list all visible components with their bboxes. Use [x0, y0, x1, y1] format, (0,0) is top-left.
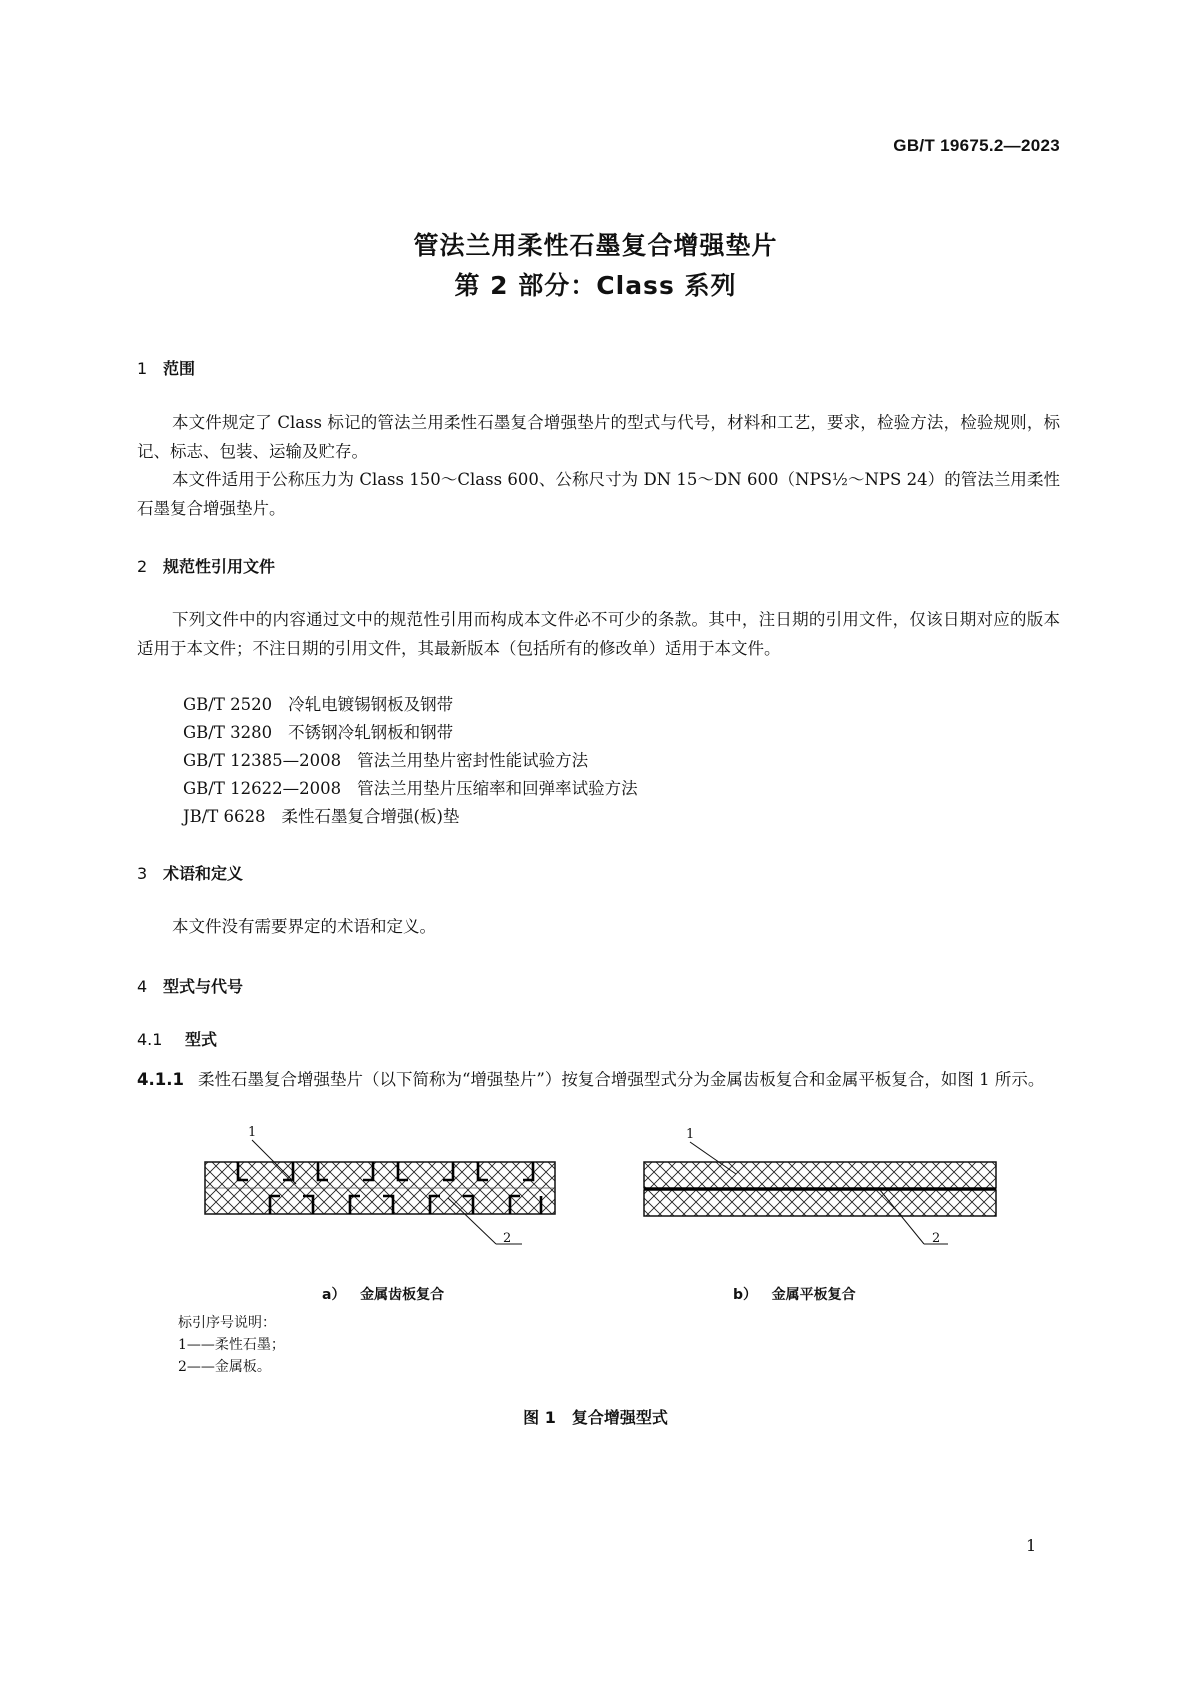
section-1-title: 范围 — [163, 359, 196, 378]
standard-number: GB/T 19675.2—2023 — [893, 136, 1060, 155]
reference-item — [183, 775, 638, 799]
clause-4-1-1 — [137, 1066, 1060, 1095]
reference-code: GB/T 12622—2008 — [183, 779, 342, 798]
reference-name: 冷轧电镀锡钢板及钢带 — [288, 695, 454, 714]
section-2-title: 规范性引用文件 — [163, 557, 276, 576]
figure-b-graphite-layer-top — [644, 1162, 996, 1188]
figure-key — [178, 1312, 285, 1378]
reference-name: 管法兰用垫片压缩率和回弹率试验方法 — [357, 779, 638, 798]
section-4-1-heading — [137, 1027, 217, 1050]
figure-a-caption — [322, 1284, 444, 1304]
reference-item — [183, 719, 453, 743]
reference-code: JB/T 6628 — [183, 807, 266, 826]
section-1-paragraph-1: 本文件规定了 Class 标记的管法兰用柔性石墨复合增强垫片的型式与代号，材料和工艺，要求，检验方法，检验规则，标记、标志、包装、运输及贮存。 — [137, 413, 1060, 461]
figure-b-label: b） — [733, 1287, 758, 1303]
reference-name: 不锈钢冷轧钢板和钢带 — [288, 723, 454, 742]
figure-b-callout-2: 2 — [932, 1231, 941, 1246]
section-2-paragraph-1: 下列文件中的内容通过文中的规范性引用而构成本文件必不可少的条款。其中，注日期的引用文件，仅该日期对应的版本适用于本文件；不注日期的引用文件，其最新版本（包括所有的修改单）适用于本文件。 — [137, 610, 1060, 658]
figure-key-title: 标引序号说明： — [178, 1315, 276, 1331]
clause-4-1-1-number: 4.1.1 — [137, 1070, 184, 1089]
section-1-heading — [137, 356, 195, 379]
reference-code: GB/T 3280 — [183, 723, 273, 742]
section-1-paragraph-2: 本文件适用于公称压力为 Class 150～Class 600、公称尺寸为 DN 15～DN 600（NPS½～NPS 24）的管法兰用柔性石墨复合增强垫片。 — [137, 470, 1060, 518]
document-title: 管法兰用柔性石墨复合增强垫片 — [413, 231, 778, 260]
figure-a-drawing — [205, 1125, 555, 1246]
section-1-number: 1 — [137, 359, 148, 378]
section-3-paragraph-1: 本文件没有需要界定的术语和定义。 — [172, 917, 436, 936]
reference-item — [183, 747, 588, 771]
section-2-number: 2 — [137, 557, 148, 576]
reference-item — [183, 691, 453, 715]
reference-name: 柔性石墨复合增强(板)垫 — [281, 807, 460, 826]
section-3-heading — [137, 861, 243, 884]
figure-b-caption — [733, 1284, 856, 1304]
reference-item — [183, 803, 459, 827]
figure-key-item: 1——柔性石墨； — [178, 1337, 285, 1353]
section-4-number: 4 — [137, 977, 148, 996]
figure-a-label: a） — [322, 1287, 346, 1303]
figure-a-caption-text: 金属齿板复合 — [360, 1287, 445, 1303]
figure-key-item: 2——金属板。 — [178, 1359, 271, 1375]
page-number: 1 — [1026, 1536, 1037, 1555]
section-2-heading — [137, 554, 275, 577]
figure-b-drawing — [644, 1127, 996, 1246]
reference-name: 管法兰用垫片密封性能试验方法 — [357, 751, 589, 770]
document-subtitle: 第 2 部分：Class 系列 — [454, 271, 737, 300]
figure-b-caption-text: 金属平板复合 — [771, 1287, 856, 1303]
figure-b-graphite-layer-bottom — [644, 1190, 996, 1216]
figure-1-caption: 图 1 复合增强型式 — [523, 1408, 668, 1427]
section-4-heading — [137, 974, 243, 997]
clause-4-1-1-text: 柔性石墨复合增强垫片（以下简称为“增强垫片”）按复合增强型式分为金属齿板复合和金属平板复合，如图 1 所示。 — [197, 1070, 1045, 1089]
figure-b-callout-1: 1 — [686, 1127, 695, 1142]
reference-code: GB/T 2520 — [183, 695, 273, 714]
figure-a-callout-1: 1 — [248, 1125, 257, 1140]
figure-1-drawing — [0, 1118, 1191, 1283]
section-4-1-number: 4.1 — [137, 1030, 163, 1049]
figure-a-callout-2: 2 — [503, 1231, 512, 1246]
section-4-title: 型式与代号 — [163, 977, 244, 996]
section-3-title: 术语和定义 — [163, 864, 244, 883]
section-4-1-title: 型式 — [185, 1030, 218, 1049]
reference-code: GB/T 12385—2008 — [183, 751, 342, 770]
section-3-number: 3 — [137, 864, 148, 883]
